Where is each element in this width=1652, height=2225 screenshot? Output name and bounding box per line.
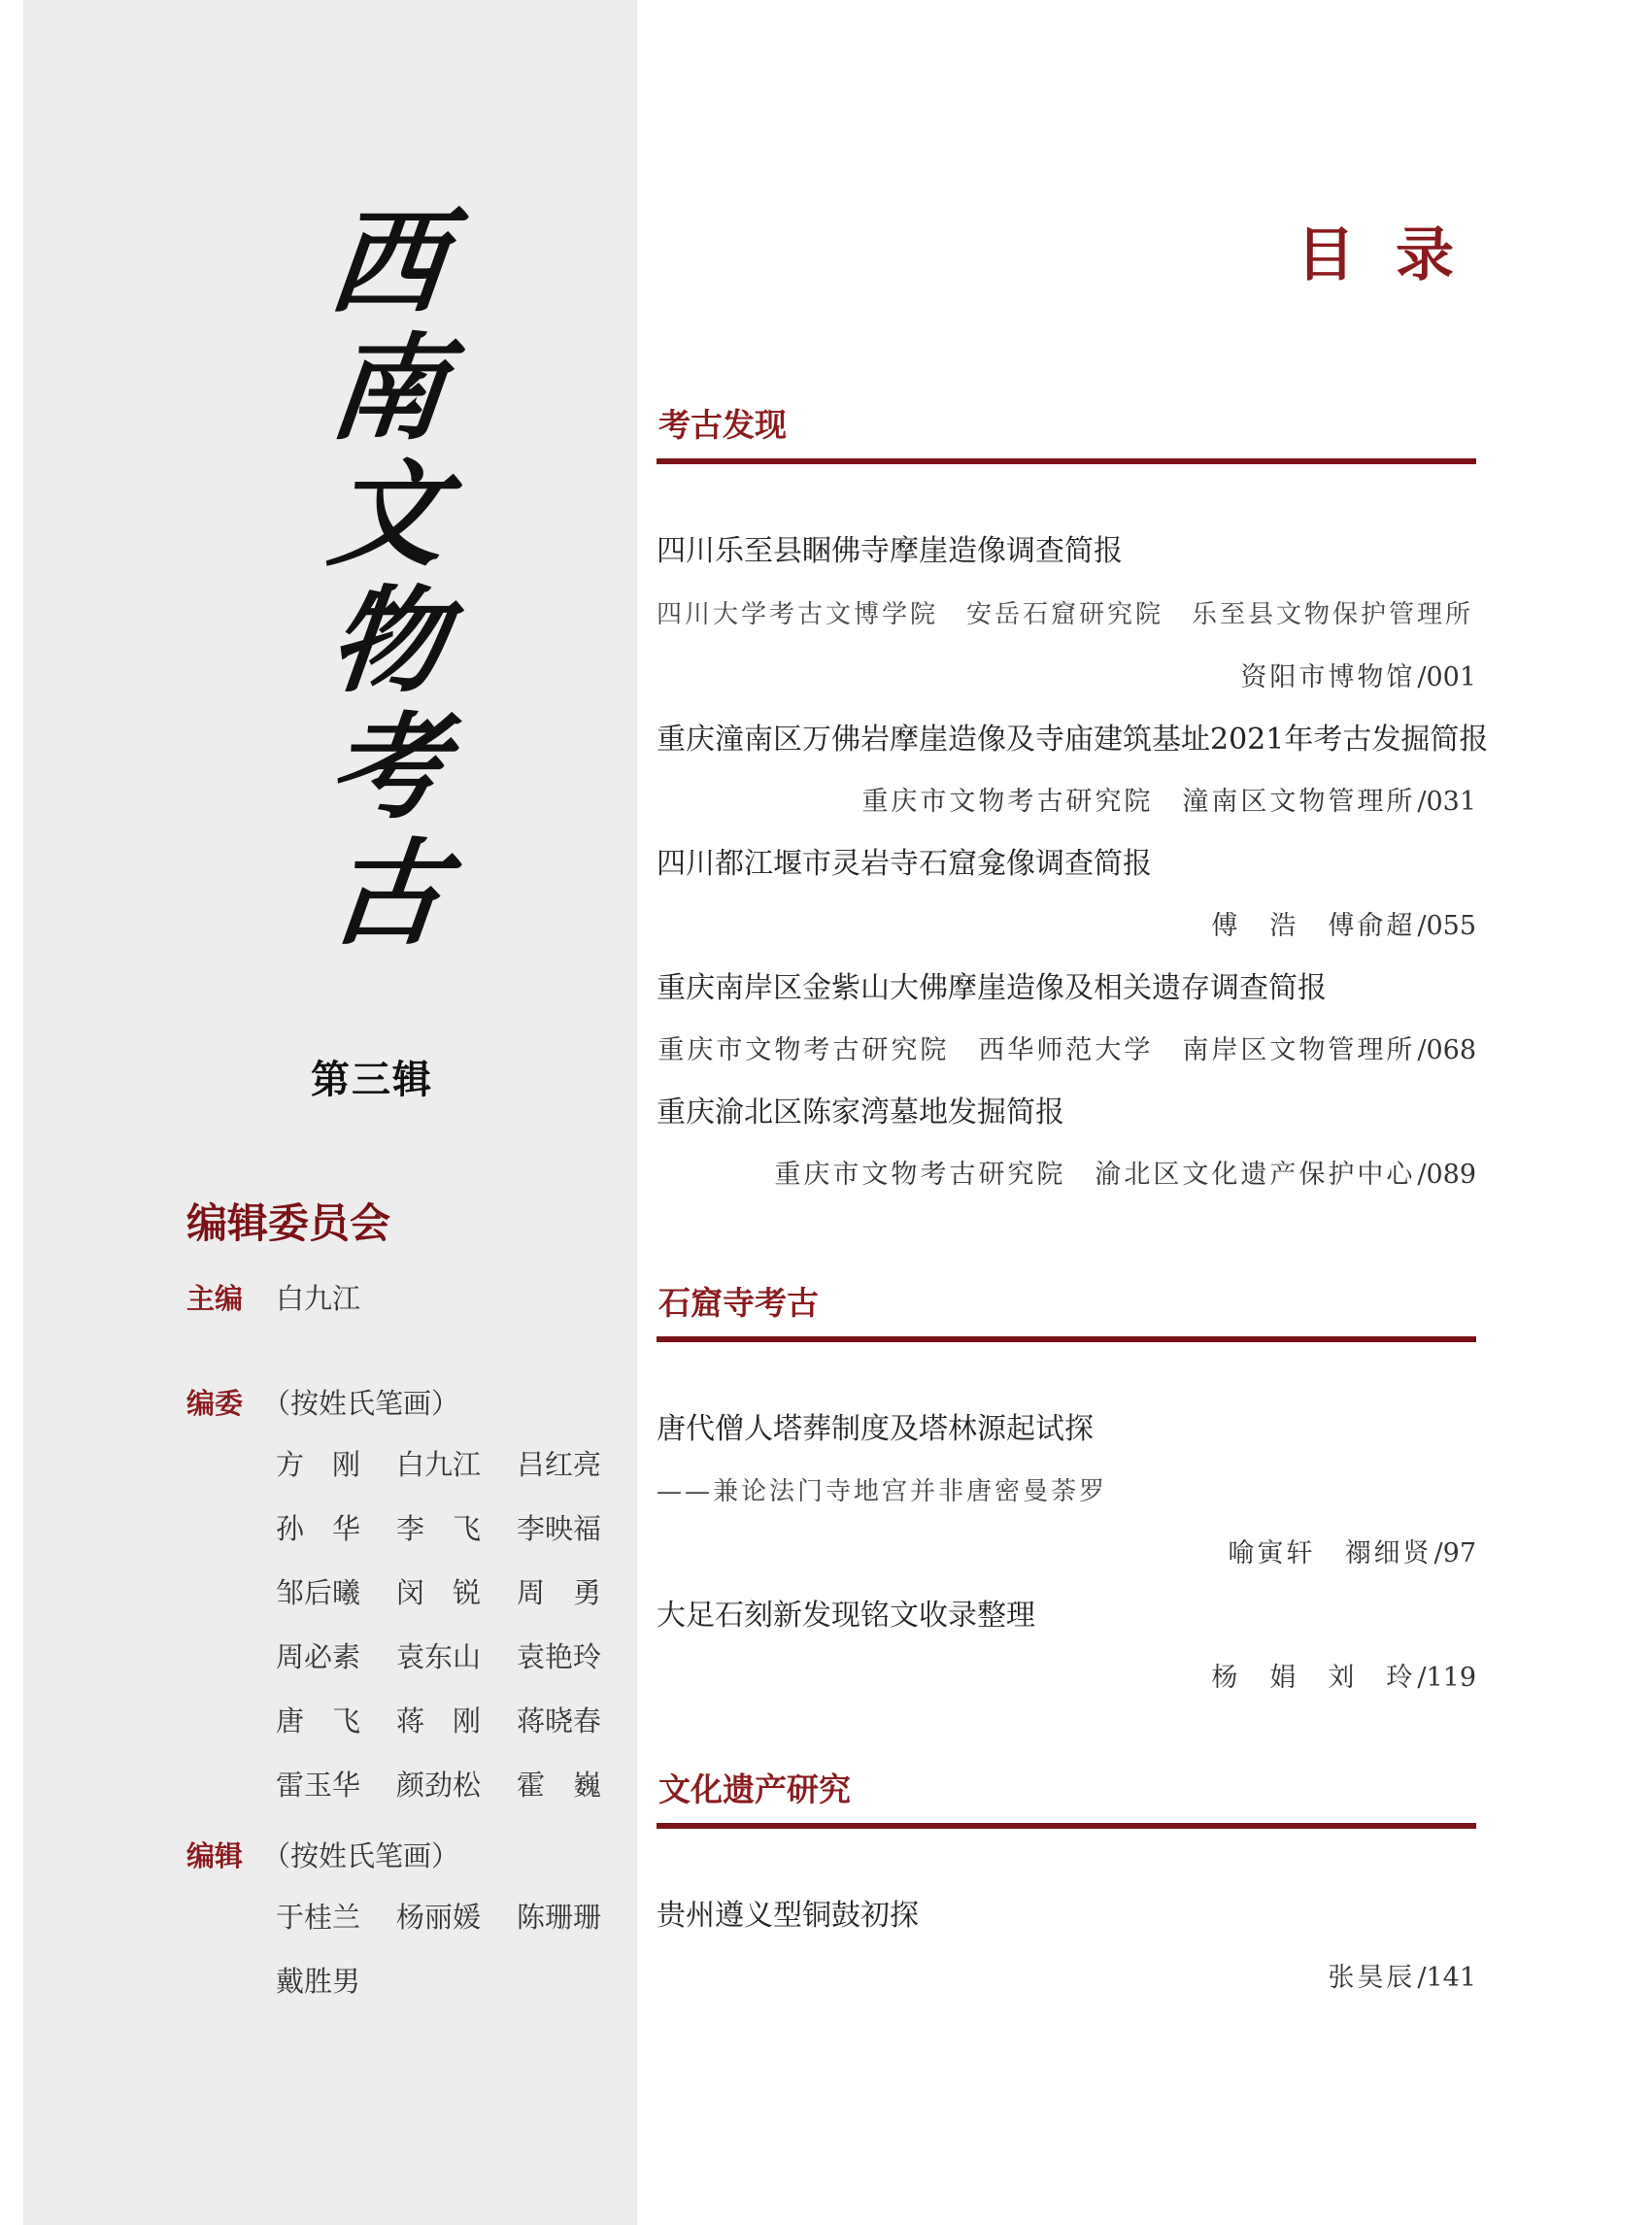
article-page-number: /055	[1417, 911, 1476, 941]
committee-member: 蒋晓春	[517, 1704, 602, 1737]
article-title-link[interactable]: 唐代僧人塔葬制度及塔林源起试探	[657, 1412, 1094, 1446]
article-page-number: /119	[1417, 1663, 1476, 1693]
committee-member: 袁艳玲	[517, 1640, 602, 1673]
committee-note: （按姓氏笔画）	[262, 1387, 460, 1420]
committee-member: 蒋 刚	[396, 1704, 482, 1737]
editor-member: 戴胜男	[276, 1965, 361, 1998]
article-title-link[interactable]: 重庆渝北区陈家湾墓地发掘简报	[657, 1096, 1064, 1129]
toc-section-archaeological-discoveries	[657, 402, 1489, 1206]
article-authors-line	[657, 647, 1476, 709]
sidebar-panel	[23, 0, 637, 2225]
committee-member: 颜劲松	[396, 1769, 482, 1802]
article-title-link[interactable]: 四川都江堰市灵岩寺石窟龛像调查简报	[657, 847, 1152, 881]
section-title: 石窟寺考古	[658, 1284, 819, 1322]
committee-member: 闵 锐	[396, 1576, 482, 1609]
article-authors: 傅 浩 傅俞超	[1211, 911, 1416, 941]
editors-role: 编辑	[186, 1839, 244, 1872]
toc-heading: 目录	[1297, 221, 1495, 289]
editor-member: 杨丽媛	[396, 1901, 482, 1934]
committee-member: 袁东山	[396, 1640, 482, 1673]
title-char: 考	[322, 699, 453, 834]
editor-member: 陈珊珊	[517, 1901, 602, 1934]
committee-member: 孙 华	[276, 1512, 361, 1545]
committee-member: 唐 飞	[276, 1704, 361, 1737]
article-title-link[interactable]: 重庆潼南区万佛岩摩崖造像及寺庙建筑基址2021年考古发掘简报	[657, 723, 1489, 757]
article-authors-line	[657, 895, 1476, 958]
article-title-link[interactable]: 重庆南岸区金紫山大佛摩崖造像及相关遗存调查简报	[657, 971, 1327, 1005]
article-page-number: /141	[1417, 1963, 1476, 1993]
article-authors-line	[657, 1523, 1476, 1585]
article-authors: 资阳市博物馆	[1240, 662, 1416, 692]
section-divider	[657, 1823, 1476, 1829]
toc-section-cultural-heritage-research	[657, 1767, 1476, 2009]
article-subtitle: ——兼论法门寺地宫并非唐密曼荼罗	[657, 1477, 1108, 1506]
committee-role: 编委	[186, 1387, 244, 1420]
article-authors-line	[657, 1144, 1476, 1206]
committee-member: 白九江	[396, 1448, 482, 1481]
article-page-number: /97	[1433, 1538, 1476, 1568]
editor-names	[276, 1885, 637, 2013]
article-authors: 重庆市文物考古研究院 西华师范大学 南岸区文物管理所	[657, 1035, 1416, 1065]
toc-section-grotto-archaeology	[657, 1280, 1476, 1709]
committee-member: 霍 巍	[517, 1769, 602, 1802]
article-title-link[interactable]: 贵州遵义型铜鼓初探	[657, 1899, 919, 1933]
article-title-link[interactable]: 大足石刻新发现铭文收录整理	[657, 1599, 1035, 1633]
article-authors-line	[657, 1020, 1476, 1082]
title-char: 古	[322, 826, 453, 961]
article-authors: 重庆市文物考古研究院 渝北区文化遗产保护中心	[774, 1160, 1416, 1190]
title-char: 南	[322, 320, 453, 455]
article-authors-line	[657, 771, 1476, 833]
title-char: 西	[322, 194, 453, 329]
committee-member: 邹后曦	[276, 1576, 361, 1609]
article-authors-line	[657, 1647, 1476, 1709]
article-page-number: /089	[1417, 1160, 1476, 1190]
journal-title-calligraphy	[305, 194, 470, 961]
article-title-link[interactable]: 四川乐至县睏佛寺摩崖造像调查简报	[657, 534, 1123, 568]
article-page-number: /001	[1417, 662, 1476, 692]
article-page-number: /068	[1417, 1035, 1476, 1065]
committee-member: 雷玉华	[276, 1769, 361, 1802]
section-title: 文化遗产研究	[658, 1770, 851, 1808]
editor-member: 于桂兰	[276, 1901, 361, 1934]
editorial-board-title: 编辑委员会	[186, 1199, 391, 1247]
article-authors: 重庆市文物考古研究院 潼南区文物管理所	[861, 787, 1416, 817]
article-authors-line	[657, 1947, 1476, 2009]
committee-member: 周必素	[276, 1640, 361, 1673]
committee-member: 方 刚	[276, 1448, 361, 1481]
article-authors: 杨 娟 刘 玲	[1211, 1663, 1416, 1693]
title-char: 文	[322, 447, 453, 582]
article-page-number: /031	[1417, 787, 1476, 817]
chief-editor-role: 主编	[186, 1282, 244, 1315]
editors-note: （按姓氏笔画）	[262, 1839, 460, 1872]
committee-member: 李 飞	[396, 1512, 482, 1545]
article-authors: 张昊辰	[1328, 1963, 1416, 1993]
article-authors: 喻寅轩 禤细贤	[1228, 1538, 1433, 1568]
committee-member: 李映福	[517, 1512, 602, 1545]
title-char: 物	[322, 573, 453, 708]
section-divider	[657, 458, 1476, 464]
article-authors: 四川大学考古文博学院 安岳石窟研究院 乐至县文物保护管理所	[657, 600, 1474, 629]
section-divider	[657, 1336, 1476, 1342]
committee-names	[276, 1433, 637, 1817]
committee-member: 周 勇	[517, 1576, 602, 1609]
committee-member: 吕红亮	[517, 1448, 602, 1481]
issue-label: 第三辑	[311, 1058, 433, 1102]
section-title: 考古发现	[658, 406, 787, 444]
chief-editor-name: 白九江	[276, 1282, 361, 1315]
